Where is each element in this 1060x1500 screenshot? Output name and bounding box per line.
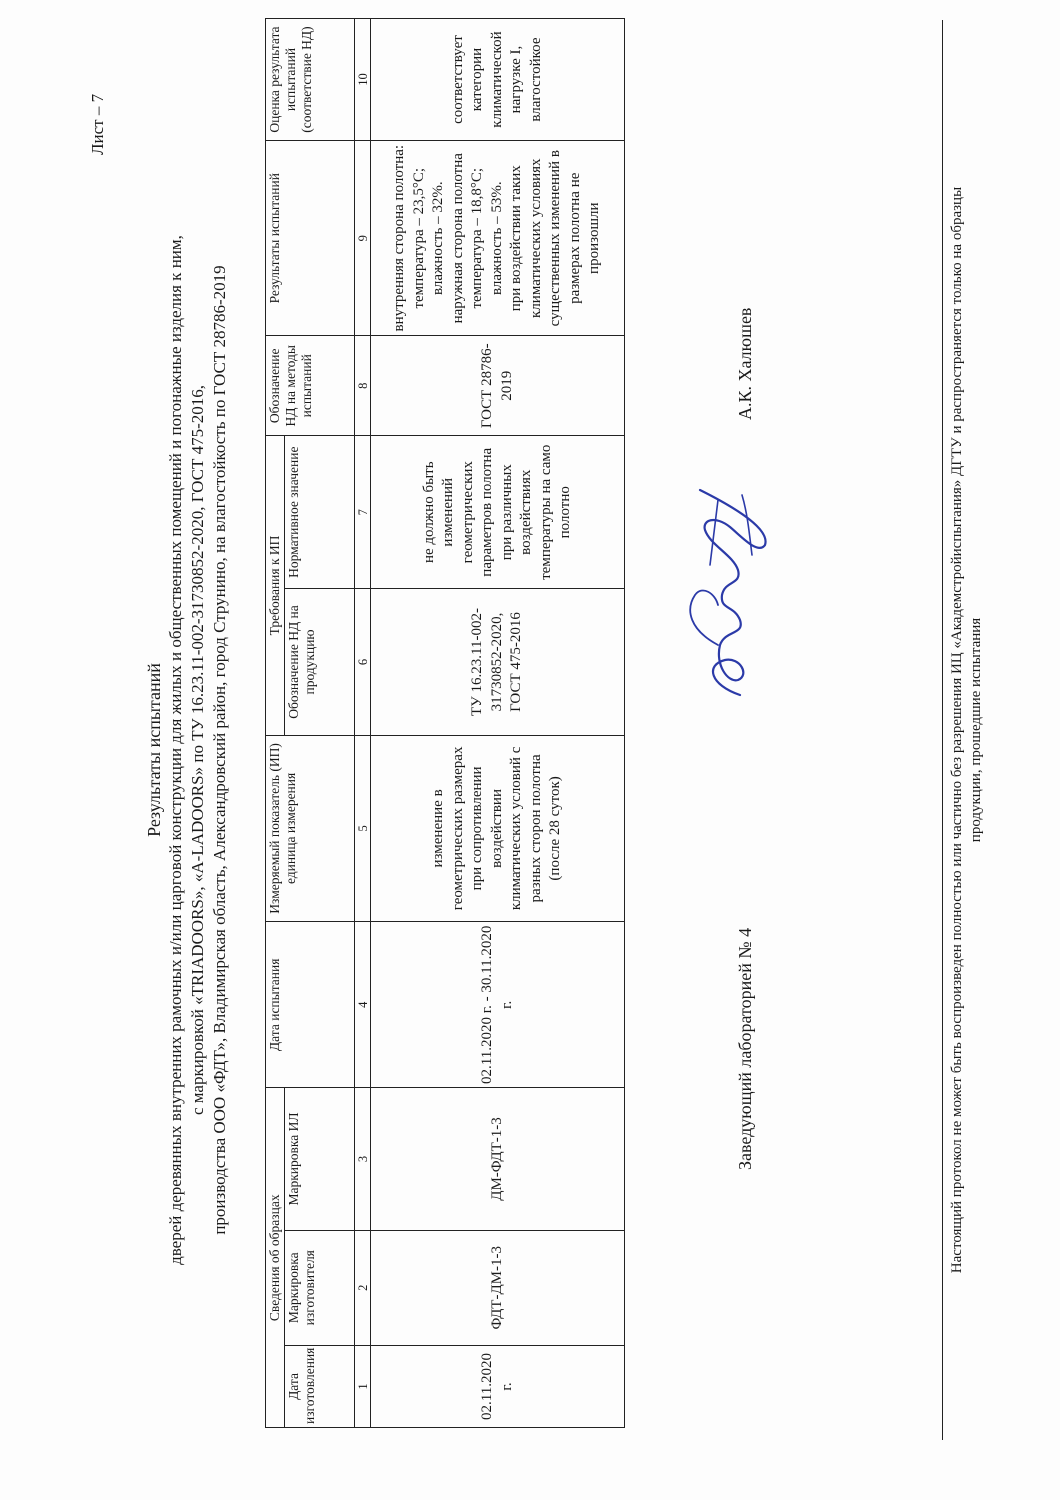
footer-divider	[942, 20, 943, 1440]
result-line: внутренняя сторона полотна:	[391, 144, 408, 332]
column-number: 4	[355, 922, 371, 1088]
column-number: 2	[355, 1230, 371, 1345]
header-maker-marking: Маркировка изготовителя	[285, 1230, 355, 1345]
footer-line-2: продукции, прошедшие испытания	[968, 617, 984, 843]
group-header-requirements: Требования к ИП	[266, 436, 285, 736]
footer-note	[948, 20, 986, 1440]
column-number: 3	[355, 1088, 371, 1230]
result-line: влажность – 53%.	[488, 181, 505, 296]
column-number: 7	[355, 436, 371, 589]
column-number: 10	[355, 19, 371, 141]
cell-test-date: 02.11.2020 г. - 30.11.2020 г.	[371, 922, 625, 1088]
column-number: 5	[355, 735, 371, 921]
results-table	[265, 18, 625, 1428]
header-method-nd: Обозначение НД на методы испытаний	[266, 336, 355, 436]
result-line: температура – 23,5°С;	[410, 167, 427, 309]
sheet-number: Лист – 7	[88, 93, 107, 155]
result-line: наружная сторона полотна	[449, 153, 466, 324]
group-header-samples: Сведения об образцах	[266, 1088, 285, 1428]
title-line-3: производства ООО «ФДТ», Владимирская область, Александровский район, город Струнино, на влагостойкость по ГОСТ 28786-2019	[210, 265, 229, 1235]
header-measured-indicator: Измеряемый показатель (ИП) единица измерения	[266, 735, 355, 921]
handwritten-signature	[670, 475, 790, 705]
footer-line-1: Настоящий протокол не может быть воспроизведен полностью или частично без разрешения ИЦ «Академстройиспытания» ДГТУ и распространяется только на образцы	[949, 186, 965, 1274]
column-number: 6	[355, 589, 371, 735]
table-row	[371, 19, 625, 1428]
title-line-2: с маркировкой «TRIADOORS», «A-LADOORS» по ТУ 16.23.11-002-31730852-2020, ГОСТ 475-2016,	[188, 385, 207, 1116]
signatory-name: А.К. Халюшев	[735, 307, 755, 420]
cell-method-nd: ГОСТ 28786-2019	[371, 336, 625, 436]
result-line: влажность – 32%.	[430, 181, 447, 296]
header-product-nd: Обозначение НД на продукцию	[285, 589, 355, 735]
cell-measured-indicator: изменение в геометрических размерах при сопротивлении воздействии климатических условий с разных сторон полотна (после 28 суток)	[371, 735, 625, 921]
title-line-1: дверей деревянных внутренних рамочных и/или царговой конструкции для жилых и общественных помещений и погонажные изделия к ним,	[166, 235, 185, 1265]
result-line: при воздействии таких климатических условиях существенных изменений в размерах полотна не произошли	[508, 150, 603, 327]
header-assessment: Оценка результата испытаний (соответствие НД)	[266, 19, 355, 141]
column-number-row	[355, 19, 371, 1428]
header-test-date: Дата испытания	[266, 922, 355, 1088]
title-block	[143, 40, 231, 1460]
document-title: Результаты испытаний	[144, 663, 164, 837]
column-number: 9	[355, 141, 371, 336]
header-manufacture-date: Дата изготовления	[285, 1345, 355, 1427]
cell-maker-marking: ФДТ-ДМ-1-3	[371, 1230, 625, 1345]
header-il-marking: Маркировка ИЛ	[285, 1088, 355, 1230]
result-line: температура – 18,8°С;	[469, 167, 486, 309]
cell-assessment: соответствует категории климатической нагрузке I, влагостойкое	[371, 19, 625, 141]
header-normative-value: Нормативное значение	[285, 436, 355, 589]
cell-normative-value: не должно быть изменений геометрических параметров полотна при различных воздействиях температуры на само полотно	[371, 436, 625, 589]
signature-label: Заведующий лабораторией № 4	[735, 927, 755, 1170]
column-number: 1	[355, 1345, 371, 1427]
header-results: Результаты испытаний	[266, 141, 355, 336]
cell-product-nd: ТУ 16.23.11-002-31730852-2020, ГОСТ 475-2016	[371, 589, 625, 735]
cell-il-marking: ДМ-ФДТ-1-3	[371, 1088, 625, 1230]
column-number: 8	[355, 336, 371, 436]
cell-results	[371, 141, 625, 336]
cell-manufacture-date: 02.11.2020 г.	[371, 1345, 625, 1427]
